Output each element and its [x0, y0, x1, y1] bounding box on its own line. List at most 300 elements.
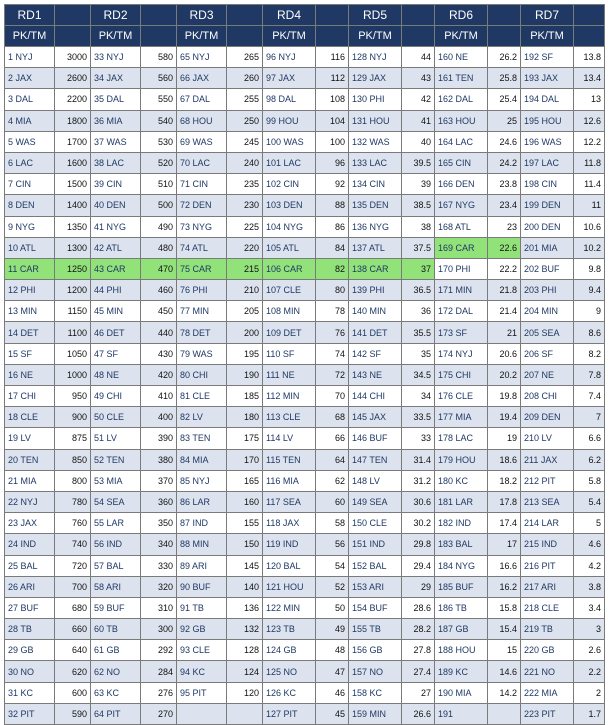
pick-team-cell: 68 HOU	[177, 110, 227, 131]
pick-value-cell: 900	[55, 407, 91, 428]
pick-value-cell: 195	[227, 343, 263, 364]
pick-team-cell: 112 MIN	[263, 386, 316, 407]
pick-team-cell: 76 PHI	[177, 280, 227, 301]
pick-value-cell: 255	[227, 89, 263, 110]
pick-value-cell: 13	[574, 89, 605, 110]
pick-team-cell: 38 LAC	[91, 152, 141, 173]
pick-value-cell: 36.5	[402, 280, 435, 301]
pick-team-cell: 77 MIN	[177, 301, 227, 322]
pick-team-cell: 131 HOU	[349, 110, 402, 131]
pick-team-cell: 139 PHI	[349, 280, 402, 301]
pick-team-cell: 103 DEN	[263, 195, 316, 216]
table-row	[5, 449, 605, 470]
pick-team-cell: 26 ARI	[5, 576, 55, 597]
pick-value-cell: 62	[316, 470, 349, 491]
pick-team-cell: 217 ARI	[521, 576, 574, 597]
pick-value-cell: 12.6	[574, 110, 605, 131]
pick-team-cell: 46 DET	[91, 322, 141, 343]
pick-value-cell: 1150	[55, 301, 91, 322]
pick-team-cell: 194 DAL	[521, 89, 574, 110]
pick-team-cell: 122 MIN	[263, 597, 316, 618]
pick-team-cell: 67 DAL	[177, 89, 227, 110]
pick-team-cell: 70 LAC	[177, 152, 227, 173]
pick-value-cell	[227, 703, 263, 724]
pick-team-cell: 113 CLE	[263, 407, 316, 428]
pick-value-cell: 400	[141, 407, 177, 428]
pick-value-cell: 155	[227, 513, 263, 534]
pick-team-cell: 6 LAC	[5, 152, 55, 173]
round-header-spacer	[402, 5, 435, 26]
pick-team-cell: 1 NYJ	[5, 47, 55, 68]
pick-value-cell: 170	[227, 449, 263, 470]
pick-team-cell: 183 BAL	[435, 534, 488, 555]
pick-team-cell: 206 SF	[521, 343, 574, 364]
pick-value-cell: 1400	[55, 195, 91, 216]
pick-value-cell: 26.6	[402, 703, 435, 724]
pick-value-cell: 1250	[55, 258, 91, 279]
pick-value-cell: 27.4	[402, 661, 435, 682]
pick-team-cell: 165 CIN	[435, 152, 488, 173]
pick-team-header: PK/TM	[91, 26, 141, 47]
value-header-spacer	[227, 26, 263, 47]
pick-team-cell: 109 DET	[263, 322, 316, 343]
pick-team-cell: 25 BAL	[5, 555, 55, 576]
pick-team-cell: 171 MIN	[435, 280, 488, 301]
pick-team-cell: 151 IND	[349, 534, 402, 555]
pick-team-cell: 24 IND	[5, 534, 55, 555]
pick-team-cell: 138 CAR	[349, 258, 402, 279]
pick-value-cell: 310	[141, 597, 177, 618]
pick-value-cell: 950	[55, 386, 91, 407]
pick-value-cell: 132	[227, 619, 263, 640]
pick-value-cell: 47	[316, 661, 349, 682]
pick-team-cell: 178 LAC	[435, 428, 488, 449]
pick-value-cell: 11	[574, 195, 605, 216]
pick-team-cell: 150 CLE	[349, 513, 402, 534]
pick-value-cell: 20.6	[488, 343, 521, 364]
pick-value-cell: 31.2	[402, 470, 435, 491]
pick-team-cell: 91 TB	[177, 597, 227, 618]
pick-value-cell: 340	[141, 534, 177, 555]
round-label: RD5	[349, 5, 402, 26]
pick-value-cell: 43	[402, 68, 435, 89]
pick-team-cell: 30 NO	[5, 661, 55, 682]
pick-team-cell: 187 GB	[435, 619, 488, 640]
pick-team-cell: 101 LAC	[263, 152, 316, 173]
pick-value-cell: 21	[488, 322, 521, 343]
pick-value-cell: 390	[141, 428, 177, 449]
pick-team-cell: 55 LAR	[91, 513, 141, 534]
pick-team-cell: 191	[435, 703, 488, 724]
pick-team-cell: 78 DET	[177, 322, 227, 343]
table-row	[5, 619, 605, 640]
pick-team-header: PK/TM	[435, 26, 488, 47]
pick-value-cell: 23.8	[488, 174, 521, 195]
pick-team-cell: 208 CHI	[521, 386, 574, 407]
pick-value-cell: 1350	[55, 216, 91, 237]
pick-value-cell: 44	[402, 47, 435, 68]
pick-team-cell: 58 ARI	[91, 576, 141, 597]
pick-value-cell: 350	[141, 513, 177, 534]
pick-value-cell: 23.4	[488, 195, 521, 216]
pick-value-cell: 250	[227, 110, 263, 131]
pick-team-cell: 10 ATL	[5, 237, 55, 258]
pick-value-cell: 300	[141, 619, 177, 640]
pick-value-cell: 30.6	[402, 491, 435, 512]
round-header-spacer	[488, 5, 521, 26]
pick-value-cell: 108	[316, 89, 349, 110]
pick-value-cell: 14.2	[488, 682, 521, 703]
pick-value-cell: 86	[316, 216, 349, 237]
pick-value-cell: 60	[316, 491, 349, 512]
pick-value-cell: 30.2	[402, 513, 435, 534]
pick-team-cell: 34 JAX	[91, 68, 141, 89]
pick-value-cell: 66	[316, 428, 349, 449]
pick-value-cell: 550	[141, 89, 177, 110]
pick-team-cell: 120 BAL	[263, 555, 316, 576]
pick-value-cell: 64	[316, 449, 349, 470]
pick-value-cell: 82	[316, 258, 349, 279]
pick-team-cell: 135 DEN	[349, 195, 402, 216]
pick-team-cell: 136 NYG	[349, 216, 402, 237]
pick-value-cell: 76	[316, 322, 349, 343]
pick-team-cell: 53 MIA	[91, 470, 141, 491]
pick-team-cell: 56 IND	[91, 534, 141, 555]
pick-value-cell: 37.5	[402, 237, 435, 258]
pick-value-cell: 21.8	[488, 280, 521, 301]
pick-team-cell: 47 SF	[91, 343, 141, 364]
pick-value-cell: 116	[316, 47, 349, 68]
pick-value-cell: 15	[488, 640, 521, 661]
pick-team-cell: 42 ATL	[91, 237, 141, 258]
pick-team-cell: 149 SEA	[349, 491, 402, 512]
pick-team-cell: 221 NO	[521, 661, 574, 682]
pick-team-cell: 209 DEN	[521, 407, 574, 428]
pick-team-header: PK/TM	[349, 26, 402, 47]
pick-team-cell: 152 BAL	[349, 555, 402, 576]
table-row	[5, 258, 605, 279]
pick-team-cell: 216 PIT	[521, 555, 574, 576]
pick-value-cell: 1050	[55, 343, 91, 364]
pick-value-cell: 33.5	[402, 407, 435, 428]
pick-value-cell: 17.4	[488, 513, 521, 534]
pick-team-cell: 29 GB	[5, 640, 55, 661]
pick-team-cell: 161 TEN	[435, 68, 488, 89]
pick-value-cell: 8.2	[574, 343, 605, 364]
pick-value-cell: 45	[316, 703, 349, 724]
pick-value-cell: 370	[141, 470, 177, 491]
pick-value-cell: 225	[227, 216, 263, 237]
pick-value-cell: 24.2	[488, 152, 521, 173]
pick-team-cell: 190 MIA	[435, 682, 488, 703]
pick-team-cell: 198 CIN	[521, 174, 574, 195]
round-label: RD3	[177, 5, 227, 26]
pick-team-cell: 44 PHI	[91, 280, 141, 301]
pick-team-cell: 154 BUF	[349, 597, 402, 618]
pick-value-cell: 180	[227, 407, 263, 428]
pick-team-cell: 147 TEN	[349, 449, 402, 470]
pick-value-cell: 1200	[55, 280, 91, 301]
pick-value-cell: 39	[402, 174, 435, 195]
pick-team-cell: 170 PHI	[435, 258, 488, 279]
pick-value-cell: 410	[141, 386, 177, 407]
pick-value-cell: 38	[402, 216, 435, 237]
pick-team-cell: 95 PIT	[177, 682, 227, 703]
pick-team-cell: 185 BUF	[435, 576, 488, 597]
pick-team-cell: 129 JAX	[349, 68, 402, 89]
pick-value-cell: 140	[227, 576, 263, 597]
pick-team-cell: 12 PHI	[5, 280, 55, 301]
pick-team-cell: 215 IND	[521, 534, 574, 555]
pick-value-cell: 124	[227, 661, 263, 682]
pick-team-cell: 51 LV	[91, 428, 141, 449]
pick-value-cell: 2.6	[574, 640, 605, 661]
pick-team-cell: 197 LAC	[521, 152, 574, 173]
pick-team-cell: 93 CLE	[177, 640, 227, 661]
pick-value-cell: 28.2	[402, 619, 435, 640]
table-row	[5, 640, 605, 661]
pick-team-cell: 99 HOU	[263, 110, 316, 131]
pick-team-cell: 39 CIN	[91, 174, 141, 195]
pick-value-cell: 13.8	[574, 47, 605, 68]
pick-team-cell: 37 WAS	[91, 131, 141, 152]
pick-team-cell: 69 WAS	[177, 131, 227, 152]
pick-team-cell: 21 MIA	[5, 470, 55, 491]
pick-team-cell: 98 DAL	[263, 89, 316, 110]
pick-team-cell: 196 WAS	[521, 131, 574, 152]
pick-team-cell: 43 CAR	[91, 258, 141, 279]
pick-value-cell: 1700	[55, 131, 91, 152]
pick-team-cell: 107 CLE	[263, 280, 316, 301]
pick-team-cell: 167 NYG	[435, 195, 488, 216]
pick-team-cell: 137 ATL	[349, 237, 402, 258]
pick-team-cell: 105 ATL	[263, 237, 316, 258]
value-header-spacer	[55, 26, 91, 47]
pick-value-cell: 16.2	[488, 576, 521, 597]
pick-value-cell: 1500	[55, 174, 91, 195]
table-row	[5, 343, 605, 364]
pick-value-cell: 28.6	[402, 597, 435, 618]
pick-value-cell: 37	[402, 258, 435, 279]
pick-value-cell: 680	[55, 597, 91, 618]
pick-value-cell: 23	[488, 216, 521, 237]
pick-team-cell: 153 ARI	[349, 576, 402, 597]
pick-value-cell: 470	[141, 258, 177, 279]
column-header-row	[5, 26, 605, 47]
pick-value-cell: 104	[316, 110, 349, 131]
pick-team-cell: 73 NYG	[177, 216, 227, 237]
pick-team-header: PK/TM	[5, 26, 55, 47]
pick-value-cell: 590	[55, 703, 91, 724]
pick-team-cell: 213 SEA	[521, 491, 574, 512]
pick-team-cell: 19 LV	[5, 428, 55, 449]
pick-team-cell: 36 MIA	[91, 110, 141, 131]
pick-value-cell: 68	[316, 407, 349, 428]
pick-value-cell: 7.4	[574, 386, 605, 407]
pick-value-cell: 11.8	[574, 152, 605, 173]
pick-value-cell: 2600	[55, 68, 91, 89]
pick-team-cell: 173 SF	[435, 322, 488, 343]
pick-team-cell: 7 CIN	[5, 174, 55, 195]
table-row	[5, 195, 605, 216]
pick-value-cell: 34.5	[402, 364, 435, 385]
pick-value-cell: 22.6	[488, 237, 521, 258]
pick-value-cell: 15.8	[488, 597, 521, 618]
table-row	[5, 470, 605, 491]
pick-team-cell: 85 NYJ	[177, 470, 227, 491]
pick-value-cell: 46	[316, 682, 349, 703]
pick-value-cell: 7.8	[574, 364, 605, 385]
pick-value-cell: 14.6	[488, 661, 521, 682]
pick-value-cell: 3.8	[574, 576, 605, 597]
pick-value-cell: 210	[227, 280, 263, 301]
table-row	[5, 237, 605, 258]
pick-team-cell: 66 JAX	[177, 68, 227, 89]
pick-value-cell: 185	[227, 386, 263, 407]
pick-team-header: PK/TM	[521, 26, 574, 47]
pick-team-cell: 72 DEN	[177, 195, 227, 216]
pick-team-cell: 2 JAX	[5, 68, 55, 89]
pick-value-cell: 3	[574, 619, 605, 640]
pick-team-cell: 156 GB	[349, 640, 402, 661]
pick-value-cell: 100	[316, 131, 349, 152]
pick-team-cell: 126 KC	[263, 682, 316, 703]
pick-value-cell: 42	[402, 89, 435, 110]
pick-value-cell: 1600	[55, 152, 91, 173]
round-header-row	[5, 5, 605, 26]
pick-team-cell: 79 WAS	[177, 343, 227, 364]
pick-team-cell: 16 NE	[5, 364, 55, 385]
table-row	[5, 322, 605, 343]
pick-value-cell: 800	[55, 470, 91, 491]
pick-value-cell: 720	[55, 555, 91, 576]
pick-value-cell: 292	[141, 640, 177, 661]
pick-team-cell: 115 TEN	[263, 449, 316, 470]
pick-value-cell: 33	[402, 428, 435, 449]
pick-value-cell: 850	[55, 449, 91, 470]
pick-team-cell: 20 TEN	[5, 449, 55, 470]
pick-team-cell: 94 KC	[177, 661, 227, 682]
pick-value-cell: 1300	[55, 237, 91, 258]
pick-value-cell: 760	[55, 513, 91, 534]
pick-team-cell: 199 DEN	[521, 195, 574, 216]
pick-team-cell: 130 PHI	[349, 89, 402, 110]
pick-team-cell: 116 MIA	[263, 470, 316, 491]
pick-value-cell: 1100	[55, 322, 91, 343]
pick-value-cell: 7	[574, 407, 605, 428]
pick-value-cell: 35	[402, 343, 435, 364]
pick-team-cell: 123 TB	[263, 619, 316, 640]
pick-value-cell: 440	[141, 322, 177, 343]
pick-value-cell: 31.4	[402, 449, 435, 470]
pick-team-cell: 201 MIA	[521, 237, 574, 258]
pick-value-cell: 215	[227, 258, 263, 279]
pick-value-cell: 700	[55, 576, 91, 597]
pick-team-cell: 158 KC	[349, 682, 402, 703]
pick-value-cell: 74	[316, 343, 349, 364]
pick-value-cell: 320	[141, 576, 177, 597]
pick-rows	[5, 47, 605, 725]
pick-value-cell: 50	[316, 597, 349, 618]
pick-value-cell: 220	[227, 237, 263, 258]
pick-value-cell: 580	[141, 47, 177, 68]
pick-team-cell: 75 CAR	[177, 258, 227, 279]
pick-value-cell: 200	[227, 322, 263, 343]
pick-value-cell: 17.8	[488, 491, 521, 512]
pick-value-cell: 8.6	[574, 322, 605, 343]
round-header-spacer	[574, 5, 605, 26]
pick-team-cell: 192 SF	[521, 47, 574, 68]
pick-team-cell: 100 WAS	[263, 131, 316, 152]
table-row	[5, 407, 605, 428]
round-label: RD7	[521, 5, 574, 26]
table-row	[5, 534, 605, 555]
pick-value-cell: 12.2	[574, 131, 605, 152]
pick-value-cell: 25.8	[488, 68, 521, 89]
pick-value-cell: 24.6	[488, 131, 521, 152]
pick-team-cell: 210 LV	[521, 428, 574, 449]
pick-team-cell: 125 NO	[263, 661, 316, 682]
pick-team-cell: 40 DEN	[91, 195, 141, 216]
pick-value-cell: 4.6	[574, 534, 605, 555]
pick-team-cell: 104 NYG	[263, 216, 316, 237]
pick-value-cell: 3000	[55, 47, 91, 68]
pick-team-cell: 5 WAS	[5, 131, 55, 152]
pick-value-cell: 9.4	[574, 280, 605, 301]
value-header-spacer	[574, 26, 605, 47]
pick-value-cell: 26.2	[488, 47, 521, 68]
pick-team-cell: 31 KC	[5, 682, 55, 703]
pick-value-cell: 19	[488, 428, 521, 449]
pick-team-cell: 32 PIT	[5, 703, 55, 724]
pick-value-cell: 235	[227, 174, 263, 195]
pick-team-cell: 49 CHI	[91, 386, 141, 407]
pick-value-cell: 9.8	[574, 258, 605, 279]
pick-value-cell: 78	[316, 301, 349, 322]
pick-value-cell: 6.6	[574, 428, 605, 449]
pick-team-cell: 62 NO	[91, 661, 141, 682]
pick-value-cell: 84	[316, 237, 349, 258]
pick-value-cell: 875	[55, 428, 91, 449]
pick-value-cell: 136	[227, 597, 263, 618]
pick-team-cell: 17 CHI	[5, 386, 55, 407]
pick-team-cell: 59 BUF	[91, 597, 141, 618]
pick-team-cell: 211 JAX	[521, 449, 574, 470]
pick-team-cell: 3 DAL	[5, 89, 55, 110]
pick-team-cell: 174 NYJ	[435, 343, 488, 364]
table-row	[5, 68, 605, 89]
pick-value-cell: 2.2	[574, 661, 605, 682]
pick-team-cell: 22 NYJ	[5, 491, 55, 512]
pick-value-cell: 25	[488, 110, 521, 131]
pick-team-cell: 144 CHI	[349, 386, 402, 407]
table-row	[5, 152, 605, 173]
pick-team-cell: 15 SF	[5, 343, 55, 364]
pick-team-cell: 222 MIA	[521, 682, 574, 703]
table-row	[5, 301, 605, 322]
pick-team-cell: 145 JAX	[349, 407, 402, 428]
pick-value-cell: 1.7	[574, 703, 605, 724]
pick-team-cell: 82 LV	[177, 407, 227, 428]
pick-value-cell: 600	[55, 682, 91, 703]
pick-team-cell: 128 NYJ	[349, 47, 402, 68]
table-row	[5, 513, 605, 534]
pick-value-cell: 500	[141, 195, 177, 216]
pick-team-cell: 13 MIN	[5, 301, 55, 322]
pick-value-cell: 660	[55, 619, 91, 640]
round-header-spacer	[55, 5, 91, 26]
pick-team-cell: 118 JAX	[263, 513, 316, 534]
